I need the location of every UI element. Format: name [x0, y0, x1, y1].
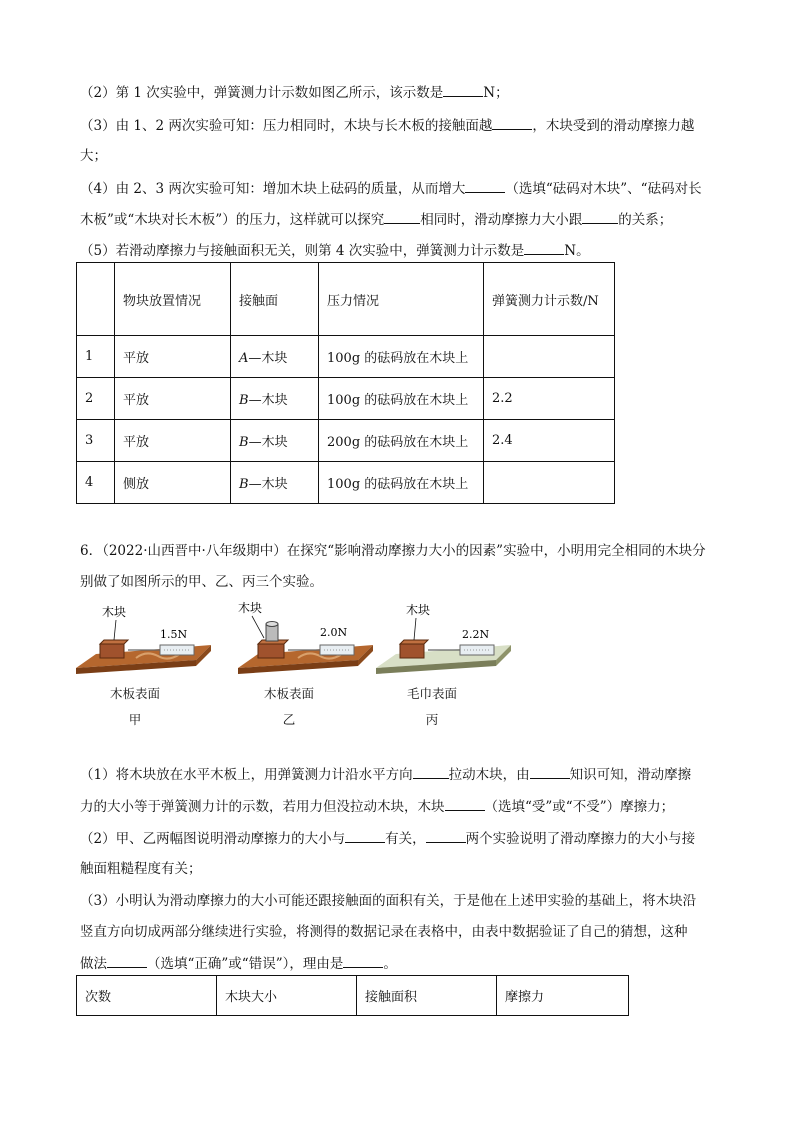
q5-5: （5）若滑动摩擦力与接触面积无关，则第 4 次实验中，弹簧测力计示数是 N。 — [80, 240, 590, 261]
table-row: 4 侧放 B—木块 100g 的砝码放在木块上 — [77, 462, 615, 504]
figure-bing — [376, 602, 511, 674]
table-header: 弹簧测力计示数/N — [484, 263, 615, 336]
figure-caption-bing: 毛巾表面 丙 — [406, 686, 457, 727]
answer-blank[interactable] — [465, 178, 505, 193]
answer-blank[interactable] — [107, 953, 147, 968]
q5-4-cont: 木板”或“木块对长木板”）的压力，这样就可以探究 相同时，滑动摩擦力大小跟 的关系； — [80, 209, 672, 230]
size-area-table — [76, 975, 629, 1016]
answer-blank[interactable] — [582, 209, 618, 224]
figure-yi — [238, 600, 373, 674]
table-header: 次数 — [77, 976, 217, 1016]
table-header: 接触面 — [231, 263, 319, 336]
answer-blank[interactable] — [530, 764, 570, 779]
q6-3-cont: 竖直方向切成两部分继续进行实验，将测得的数据记录在表格中，由表中数据验证了自己的猜想，这种 — [80, 924, 688, 940]
answer-blank[interactable] — [426, 828, 466, 843]
q6-2: （2）甲、乙两幅图说明滑动摩擦力的大小与 有关， 两个实验说明了滑动摩擦力的大小与接 — [80, 828, 695, 849]
answer-blank[interactable] — [443, 82, 483, 97]
table-header: 接触面积 — [357, 976, 497, 1016]
answer-blank[interactable] — [445, 796, 485, 811]
q5-3: （3）由 1、2 两次实验可知：压力相同时，木块与长木板的接触面越 ，木块受到的滑动摩擦力越 — [80, 115, 694, 136]
table-row: 1 平放 A—木块 100g 的砝码放在木块上 — [77, 336, 615, 378]
block-label: 木块 — [238, 601, 263, 615]
block-label: 木块 — [102, 605, 127, 619]
table-header: 物块放置情况 — [115, 263, 231, 336]
answer-blank[interactable] — [413, 764, 449, 779]
q6-3-cont2: 做法 （选填“正确”或“错误”），理由是 。 — [80, 953, 397, 974]
figure-caption-jia: 木板表面 甲 — [109, 686, 160, 727]
spring-reading: 2.2N — [462, 628, 490, 641]
figure-jia — [76, 604, 211, 674]
q6-intro-cont: 别做了如图所示的甲、乙、丙三个实验。 — [80, 574, 323, 590]
q5-3-cont: 大； — [80, 148, 107, 164]
table-header-row — [77, 263, 615, 336]
answer-blank[interactable] — [492, 115, 532, 130]
block-label: 木块 — [406, 603, 431, 617]
figure-caption-yi: 木板表面 乙 — [263, 686, 314, 727]
q6-1-cont: 力的大小等于弹簧测力计的示数，若用力但没拉动木块，木块 （选填“受”或“不受”）摩擦力； — [80, 796, 674, 817]
table-header — [77, 263, 115, 336]
q6-1: （1）将木块放在水平木板上，用弹簧测力计沿水平方向 拉动木块，由 知识可知，滑动摩擦 — [80, 764, 691, 785]
table-header: 木块大小 — [217, 976, 357, 1016]
spring-reading: 1.5N — [160, 628, 188, 641]
table-header-row — [77, 976, 629, 1016]
q5-2: （2）第 1 次实验中，弹簧测力计示数如图乙所示，该示数是 N； — [80, 82, 509, 103]
table-row: 3 平放 B—木块 200g 的砝码放在木块上 2.4 — [77, 420, 615, 462]
q6-2-cont: 触面粗糙程度有关； — [80, 861, 202, 877]
answer-blank[interactable] — [343, 953, 383, 968]
table-header: 摩擦力 — [497, 976, 629, 1016]
answer-blank[interactable] — [524, 240, 564, 255]
table-row: 2 平放 B—木块 100g 的砝码放在木块上 2.2 — [77, 378, 615, 420]
q6-intro: 6．（2022·山西晋中·八年级期中）在探究“影响滑动摩擦力大小的因素”实验中，小明用完全相同的木块分 — [80, 543, 706, 559]
spring-reading: 2.0N — [320, 626, 348, 639]
table-header: 压力情况 — [319, 263, 484, 336]
answer-blank[interactable] — [384, 209, 420, 224]
q6-3: （3）小明认为滑动摩擦力的大小可能还跟接触面的面积有关，于是他在上述甲实验的基础上，将木块沿 — [80, 893, 697, 909]
experiment-table — [76, 262, 615, 504]
q5-4: （4）由 2、3 两次实验可知：增加木块上砝码的质量，从而增大 （选填“砝码对木块”、“砝码对长 — [80, 178, 702, 199]
answer-blank[interactable] — [345, 828, 385, 843]
